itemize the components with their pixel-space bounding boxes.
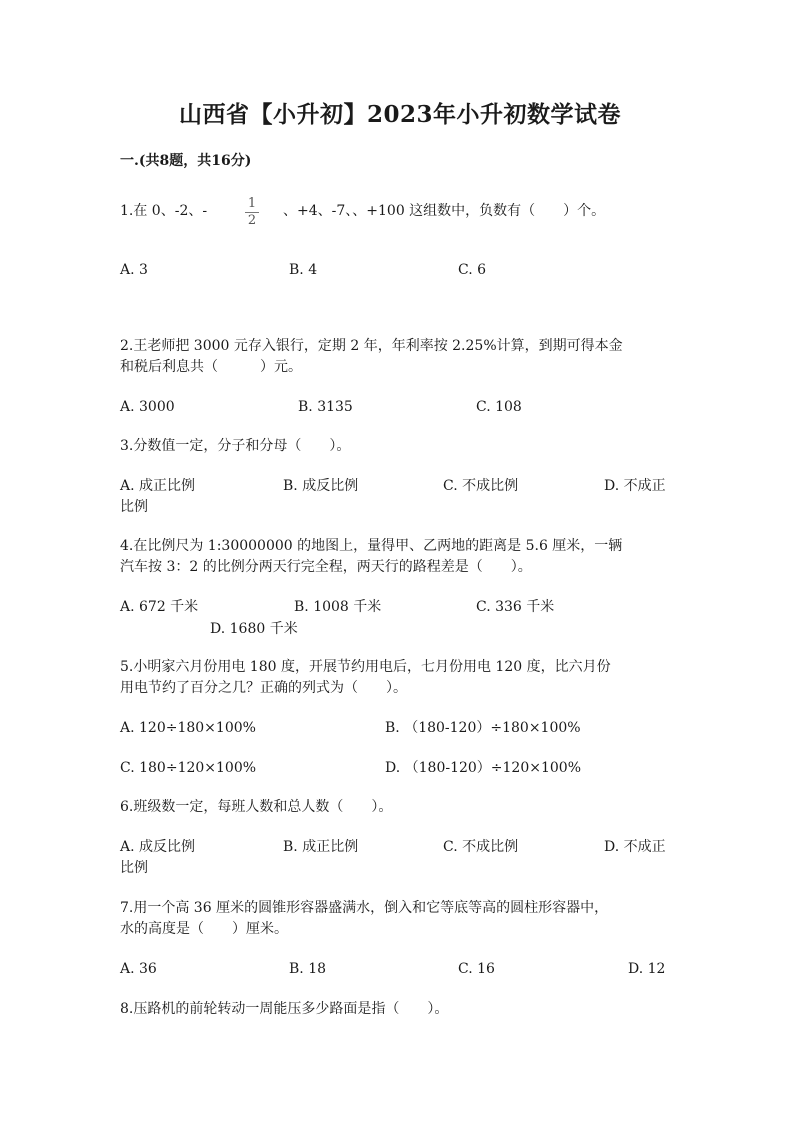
q3-option-d-wrap: 比例: [120, 499, 148, 515]
q5-option-b: B. （180-120）÷180×100%: [385, 720, 581, 736]
q1-fraction: [243, 196, 261, 229]
q7-option-d: D. 12: [628, 961, 666, 977]
q6-line-1: 6.班级数一定，每班人数和总人数（ ）。: [120, 799, 393, 815]
q3-line-1: 3.分数值一定，分子和分母（ ）。: [120, 438, 351, 454]
q4-option-a: A. 672 千米: [120, 599, 199, 615]
q2-option-a: A. 3000: [120, 399, 175, 415]
q5-line-2: 用电节约了百分之几？正确的列式为（ ）。: [120, 680, 407, 696]
q8-line-1: 8.压路机的前轮转动一周能压多少路面是指（ ）。: [120, 1001, 449, 1017]
q5-option-c: C. 180÷120×100%: [120, 760, 257, 776]
q4-line-1: 4.在比例尺为 1:30000000 的地图上，量得甲、乙两地的距离是 5.6 厘米，一辆: [120, 538, 623, 554]
q4-option-b: B. 1008 千米: [294, 599, 382, 615]
q4-line-2: 汽车按 3：2 的比例分两天行完全程，两天行的路程差是（ ）。: [120, 559, 532, 575]
q6-option-a: A. 成反比例: [120, 839, 196, 855]
q3-option-d: D. 不成正: [604, 478, 666, 494]
q7-line-1: 7.用一个高 36 厘米的圆锥形容器盛满水，倒入和它等底等高的圆柱形容器中，: [120, 900, 609, 916]
q7-option-b: B. 18: [289, 961, 327, 977]
q3-option-a: A. 成正比例: [120, 478, 196, 494]
q4-option-d: D. 1680 千米: [210, 621, 298, 637]
section-heading: 一.(共8题，共16分): [120, 153, 252, 169]
q6-option-d: D. 不成正: [604, 839, 666, 855]
q2-option-b: B. 3135: [298, 399, 353, 415]
q1-option-c: C. 6: [458, 262, 487, 278]
q1-suffix: 、+4、-7、、+100 这组数中，负数有（ ）个。: [283, 203, 606, 219]
q5-line-1: 5.小明家六月份用电 180 度，开展节约用电后，七月份用电 120 度，比六月份: [120, 659, 611, 675]
q7-line-2: 水的高度是（ ）厘米。: [120, 921, 288, 937]
q1-option-b: B. 4: [289, 262, 318, 278]
q1-option-a: A. 3: [120, 262, 148, 278]
q7-option-c: C. 16: [458, 961, 495, 977]
q3-option-b: B. 成反比例: [283, 478, 359, 494]
q1-prefix: 1.在 0、-2、-: [120, 203, 208, 219]
q2-line-1: 2.王老师把 3000 元存入银行，定期 2 年，年利率按 2.25%计算，到期可得本金: [120, 338, 623, 354]
page-title: 山西省【小升初】2023年小升初数学试卷: [178, 101, 621, 128]
q4-option-c: C. 336 千米: [476, 599, 555, 615]
q5-option-a: A. 120÷180×100%: [120, 720, 256, 736]
fraction-numerator: 1: [247, 196, 257, 211]
q2-line-2: 和税后利息共（ ）元。: [120, 359, 302, 375]
q6-option-b: B. 成正比例: [283, 839, 359, 855]
q6-option-c: C. 不成比例: [443, 839, 519, 855]
fraction-denominator: 2: [247, 213, 257, 228]
q7-option-a: A. 36: [120, 961, 157, 977]
q5-option-d: D. （180-120）÷120×100%: [385, 760, 582, 776]
q6-option-d-wrap: 比例: [120, 860, 148, 876]
q3-option-c: C. 不成比例: [443, 478, 519, 494]
q2-option-c: C. 108: [476, 399, 522, 415]
